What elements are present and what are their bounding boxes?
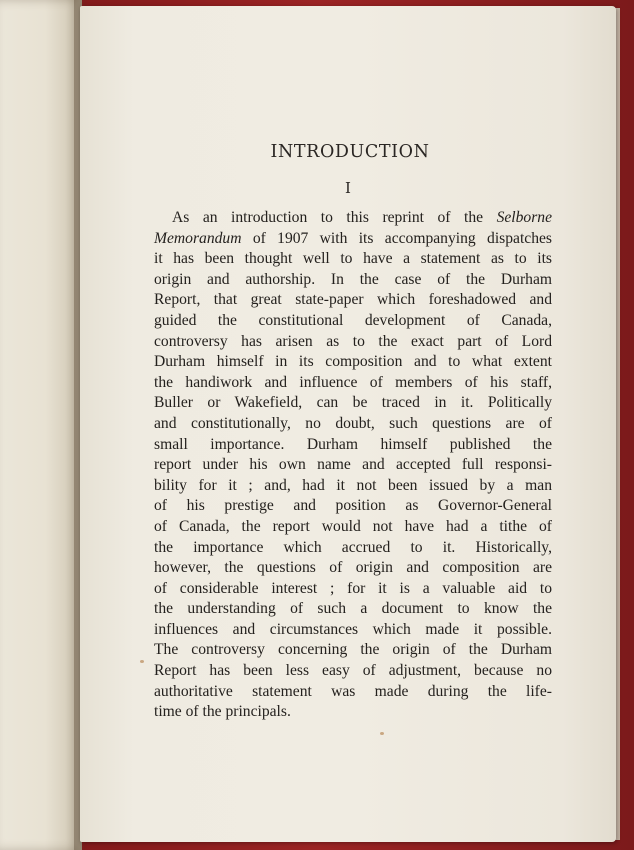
text-line: small importance. Durham himself published the [154, 435, 552, 453]
text-line: Memorandum of 1907 with its accompanying dispatches [154, 229, 552, 247]
text-line: Buller or Wakefield, can be traced in it. Politically [154, 394, 552, 412]
body-paragraph [154, 208, 552, 723]
text-line: Report has been less easy of adjustment, because no [154, 662, 552, 680]
text-line: however, the questions of origin and composition are [154, 559, 552, 577]
section-number: I [345, 179, 351, 197]
text-line: As an introduction to this reprint of the Selborne [172, 209, 552, 226]
text-line: of considerable interest ; for it is a valuable aid to [154, 579, 552, 597]
text-line: controversy has arisen as to the exact part of Lord [154, 332, 552, 350]
chapter-heading: INTRODUCTION [270, 142, 430, 162]
text-line: report under his own name and accepted full responsi- [154, 456, 552, 474]
text-line: authoritative statement was made during the life- [154, 682, 552, 700]
left-facing-page [0, 0, 82, 850]
text-line: Durham himself in its composition and to what extent [154, 353, 552, 371]
text-line: the understanding of such a document to know the [154, 600, 552, 618]
text-line: guided the constitutional development of Canada, [154, 311, 552, 329]
text-line: it has been thought well to have a statement as to its [154, 250, 552, 268]
text-line: of his prestige and position as Governor-General [154, 497, 552, 515]
text-line: origin and authorship. In the case of the Durham [154, 270, 552, 288]
text-line: influences and circumstances which made it possible. [154, 620, 552, 638]
paper-speck [140, 660, 144, 663]
text-line: and constitutionally, no doubt, such questions are of [154, 414, 552, 432]
text-line: bility for it ; and, had it not been issued by a man [154, 476, 552, 494]
paper-speck [380, 732, 384, 735]
text-line: the handiwork and influence of members of his staff, [154, 373, 552, 391]
text-line: Report, that great state-paper which foreshadowed and [154, 291, 552, 309]
text-line: the importance which accrued to it. Historically, [154, 538, 552, 556]
text-line: The controversy concerning the origin of the Durham [154, 641, 552, 659]
text-line: time of the principals. [154, 703, 291, 721]
text-line: of Canada, the report would not have had a tithe of [154, 517, 552, 535]
